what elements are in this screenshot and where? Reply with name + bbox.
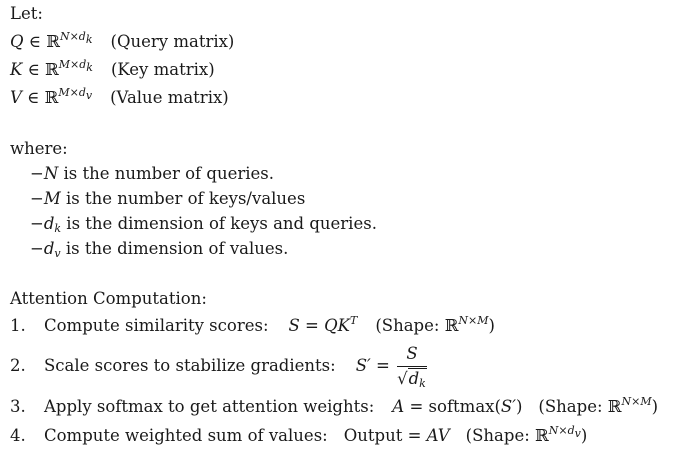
dash: − <box>30 214 44 233</box>
where-symbol-sub: v <box>54 247 61 260</box>
shape-open: (Shape: <box>538 397 608 416</box>
step-3 <box>10 397 658 417</box>
def-dim-sub: k <box>86 61 93 74</box>
def-dim: M×d <box>58 86 86 99</box>
where-item <box>30 189 305 209</box>
where-heading: where: <box>10 139 68 158</box>
shape-dim-sub: v <box>574 427 581 440</box>
where-text: is the dimension of values. <box>60 239 289 258</box>
step-number: 1. <box>10 316 26 335</box>
step-1 <box>10 316 495 336</box>
def-relation: ∈ <box>21 88 45 107</box>
where-item <box>30 214 377 234</box>
equation-rhs: QK <box>324 316 350 335</box>
step-text: Compute similarity scores: <box>44 316 269 335</box>
def-symbol: K <box>10 60 23 79</box>
equation-arg: S′ <box>500 397 516 416</box>
equation-eq: = <box>402 426 427 445</box>
shape-open: (Shape: <box>465 426 536 445</box>
step-4 <box>10 426 587 446</box>
def-dim-sub: k <box>85 33 93 46</box>
step-number: 3. <box>10 397 26 416</box>
def-desc: (Key matrix) <box>110 60 215 79</box>
sqrt-radicand: d <box>408 369 420 388</box>
equation-lhs: S′ <box>355 356 371 375</box>
math-document <box>10 0 695 465</box>
equation-lhs: Output <box>343 426 403 445</box>
sqrt-symbol: $√d_k$ <box>397 369 426 390</box>
where-item <box>30 164 274 184</box>
def-relation: ∈ <box>22 60 46 79</box>
step-number: 4. <box>10 426 26 445</box>
fraction <box>397 344 427 389</box>
step-text: Compute weighted sum of values: <box>44 426 328 445</box>
where-item <box>30 239 288 259</box>
shape-close: ) <box>651 397 659 416</box>
def-dim: M×d <box>58 58 87 71</box>
sqrt-radicand-sub: k <box>419 377 426 390</box>
equation-lhs: A <box>392 397 405 416</box>
shape-set: ℝ <box>535 426 549 445</box>
def-set: ℝ <box>46 32 60 51</box>
where-symbol: M <box>43 189 61 208</box>
step-text: Apply softmax to get attention weights: <box>44 397 375 416</box>
where-text: is the number of keys/values <box>60 189 306 208</box>
equation-eq: = <box>370 356 396 375</box>
arg-open: ( <box>494 397 501 416</box>
shape-open: (Shape: <box>375 316 445 335</box>
dash: − <box>30 189 44 208</box>
shape-close: ) <box>580 426 588 445</box>
shape-dim: N×M <box>621 395 652 408</box>
def-query-matrix <box>10 32 234 52</box>
def-set: ℝ <box>44 88 59 107</box>
fraction-numerator: S <box>397 344 427 367</box>
def-dim-sub: v <box>85 89 93 102</box>
def-desc: (Value matrix) <box>110 88 229 107</box>
def-dim: N×d <box>59 30 86 43</box>
equation-rhs: AV <box>426 426 450 445</box>
where-text: is the number of queries. <box>58 164 275 183</box>
arg-close: ) <box>515 397 523 416</box>
dash: − <box>30 164 44 183</box>
shape-dim: N×M <box>458 314 489 327</box>
where-symbol: d <box>43 239 55 258</box>
equation-eq: = <box>404 397 429 416</box>
computation-title: Attention Computation: <box>10 289 207 308</box>
equation-func: softmax <box>428 397 495 416</box>
shape-close: ) <box>488 316 495 335</box>
where-symbol-sub: k <box>54 222 62 235</box>
where-symbol: N <box>43 164 59 183</box>
shape-set: ℝ <box>607 397 622 416</box>
fraction-denominator <box>397 367 427 389</box>
equation-eq: = <box>299 316 325 335</box>
let-heading: Let: <box>10 4 43 23</box>
step-text: Scale scores to stabilize gradients: <box>44 356 336 375</box>
equation-rhs-sup: T <box>350 314 358 327</box>
def-desc: (Query matrix) <box>110 32 235 51</box>
step-2 <box>10 340 429 392</box>
where-text: is the dimension of keys and queries. <box>61 214 377 233</box>
step-number: 2. <box>10 356 26 375</box>
def-relation: ∈ <box>23 32 47 51</box>
where-symbol: d <box>43 214 55 233</box>
shape-set: ℝ <box>444 316 459 335</box>
def-key-matrix <box>10 60 215 80</box>
def-symbol: Q <box>10 32 24 51</box>
def-set: ℝ <box>45 60 59 79</box>
equation-lhs: S <box>288 316 300 335</box>
shape-dim: N×d <box>548 424 575 437</box>
dash: − <box>30 239 44 258</box>
def-symbol: V <box>10 88 22 107</box>
def-value-matrix <box>10 88 229 108</box>
